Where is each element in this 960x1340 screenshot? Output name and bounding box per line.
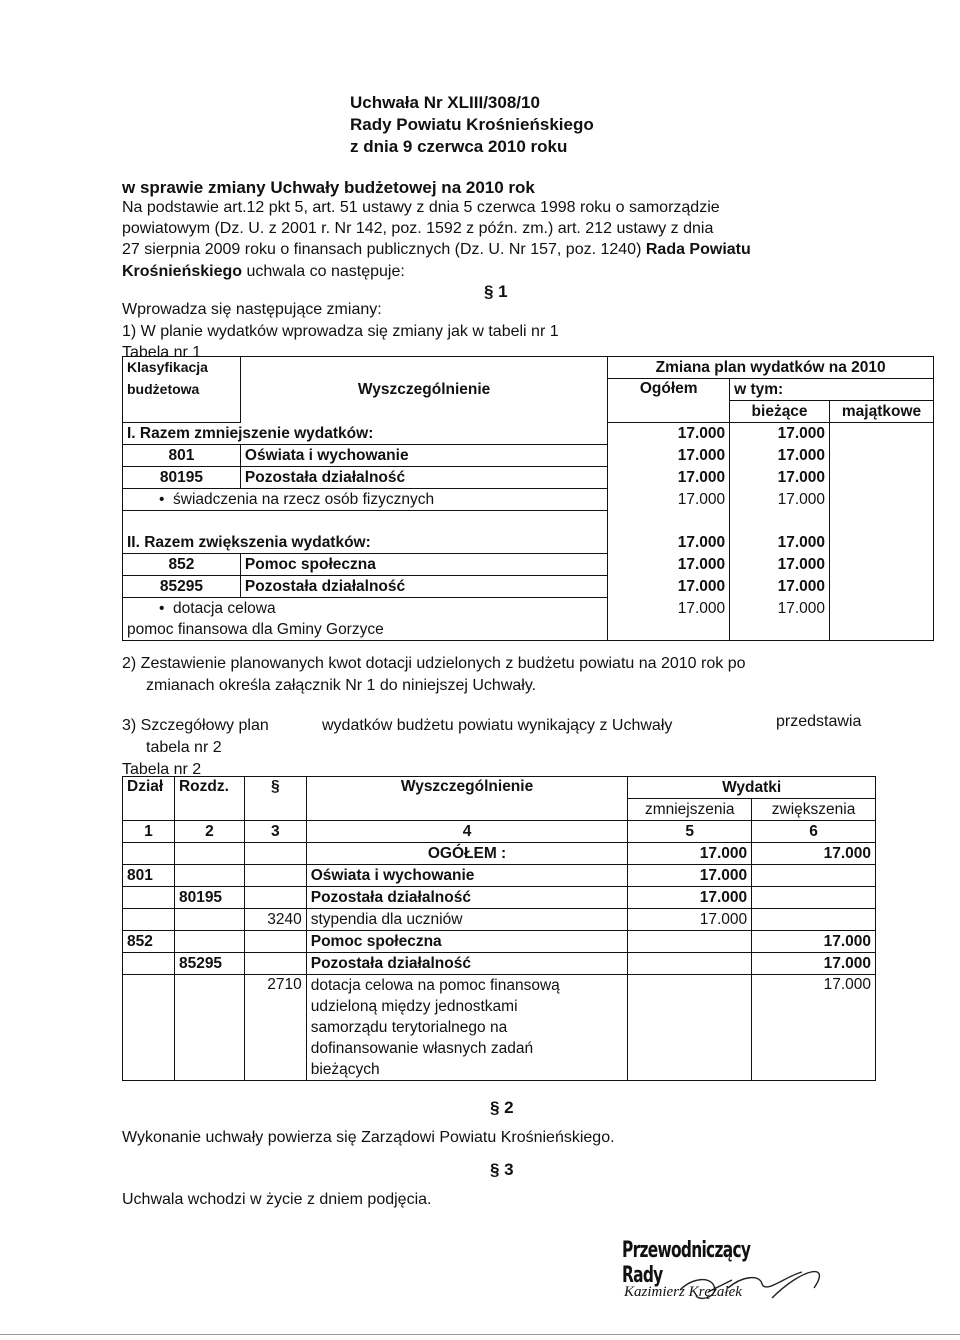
section-3-text: Uchwala wchodzi w życie z dniem podjęcia. bbox=[122, 1191, 432, 1208]
row-label: stypendia dla uczniów bbox=[306, 909, 628, 931]
header-majatkowe: majątkowe bbox=[830, 401, 934, 423]
row-biezace: 17.000 bbox=[730, 423, 830, 445]
header-wydatki: Wydatki bbox=[628, 777, 876, 799]
table-row bbox=[123, 619, 934, 641]
paragraf: 2710 bbox=[244, 975, 306, 1081]
header-zmniejszenia: zmniejszenia bbox=[628, 799, 752, 821]
table-row bbox=[123, 598, 934, 620]
resolution-number: Uchwała Nr XLIII/308/10 bbox=[350, 93, 540, 112]
row-label-text: dotacja celowa bbox=[173, 600, 276, 617]
row-label: pomoc finansowa dla Gminy Gorzyce bbox=[123, 619, 608, 641]
row-code: 80195 bbox=[123, 467, 241, 489]
table-row bbox=[123, 489, 934, 511]
row-label: Pomoc społeczna bbox=[306, 931, 628, 953]
legal-basis-text-2: uchwala co następuje: bbox=[246, 263, 405, 280]
row-label: Pozostała działalność bbox=[306, 887, 628, 909]
table-row bbox=[123, 865, 876, 887]
header-ogolem: Ogółem bbox=[608, 379, 730, 423]
cell bbox=[123, 975, 175, 1081]
row-label: Oświata i wychowanie bbox=[240, 445, 607, 467]
section-1-intro: Wprowadza się następujące zmiany: bbox=[122, 301, 382, 318]
row-biezace: 17.000 bbox=[730, 598, 830, 620]
legal-basis-bold-2: Krośnieńskiego bbox=[122, 263, 243, 280]
spacer bbox=[123, 511, 608, 533]
col-num-6: 6 bbox=[752, 821, 876, 843]
table-row bbox=[123, 532, 934, 554]
table-row bbox=[123, 554, 934, 576]
row-label-line: dotacja celowa na pomoc finansową bbox=[310, 977, 560, 994]
spacer bbox=[830, 511, 934, 533]
table-2-label: Tabela nr 2 bbox=[122, 761, 202, 778]
spacer bbox=[830, 619, 934, 641]
cell bbox=[123, 843, 175, 865]
spacer bbox=[608, 511, 730, 533]
row-majatkowe bbox=[830, 554, 934, 576]
row-biezace: 17.000 bbox=[730, 489, 830, 511]
legal-basis-line-3 bbox=[122, 240, 751, 260]
header-klasyfikacja: Klasyfikacja bbox=[123, 357, 241, 379]
row-zwiekszenia: 17.000 bbox=[752, 931, 876, 953]
row-label-line: samorządu terytorialnego na bbox=[310, 1019, 508, 1036]
signature-title: Przewodniczący Rady bbox=[622, 1238, 751, 1288]
cell bbox=[244, 865, 306, 887]
legal-basis-line-1: Na podstawie art.12 pkt 5, art. 51 ustawy z dnia 5 czerwca 1998 roku o samorządzie bbox=[122, 199, 720, 216]
rozdzial: 85295 bbox=[174, 953, 244, 975]
row-code: 85295 bbox=[123, 576, 241, 598]
col-num-1: 1 bbox=[123, 821, 175, 843]
signature-name: Kazimierz Krężałek bbox=[624, 1284, 742, 1300]
header-paragraf: § bbox=[244, 777, 306, 821]
legal-basis-bold: Rada Powiatu bbox=[645, 241, 751, 258]
council-name: Rady Powiatu Krośnieńskiego bbox=[350, 115, 594, 134]
col-num-4: 4 bbox=[306, 821, 628, 843]
table-row bbox=[123, 975, 876, 1081]
paragraf: 3240 bbox=[244, 909, 306, 931]
rozdzial: 80195 bbox=[174, 887, 244, 909]
table-row bbox=[123, 887, 876, 909]
row-ogolem: 17.000 bbox=[608, 532, 730, 554]
header-rozdz: Rozdz. bbox=[174, 777, 244, 821]
row-biezace: 17.000 bbox=[730, 467, 830, 489]
row-label: Pozostała działalność bbox=[240, 576, 607, 598]
table-row bbox=[123, 931, 876, 953]
header-zmiana: Zmiana plan wydatków na 2010 bbox=[608, 357, 934, 379]
subject: w sprawie zmiany Uchwały budżetowej na 2010 rok bbox=[122, 178, 535, 197]
dzial: 852 bbox=[123, 931, 175, 953]
row-label: • świadczenia na rzecz osób fizycznych bbox=[123, 489, 608, 511]
row-label bbox=[306, 975, 628, 1081]
table-2 bbox=[122, 776, 876, 1081]
section-3-title: § 3 bbox=[490, 1160, 514, 1179]
row-ogolem: 17.000 bbox=[608, 467, 730, 489]
table-row bbox=[123, 576, 934, 598]
ogolem-zwiekszenia: 17.000 bbox=[752, 843, 876, 865]
table-1 bbox=[122, 356, 934, 641]
item-2-line-1: 2) Zestawienie planowanych kwot dotacji udzielonych z budżetu powiatu na 2010 rok po bbox=[122, 655, 746, 672]
section-2-text: Wykonanie uchwały powierza się Zarządowi Powiatu Krośnieńskiego. bbox=[122, 1129, 615, 1146]
cell bbox=[244, 953, 306, 975]
row-label-line: bieżących bbox=[310, 1061, 380, 1078]
item-3-b: wydatków budżetu powiatu wynikający z Uchwały bbox=[322, 717, 673, 734]
col-num-5: 5 bbox=[628, 821, 752, 843]
table-row bbox=[123, 445, 934, 467]
header-budzetowa: budżetowa bbox=[123, 379, 241, 401]
row-label: Pozostała działalność bbox=[240, 467, 607, 489]
header-empty bbox=[123, 401, 241, 423]
table-row bbox=[123, 423, 934, 445]
item-3-d: tabela nr 2 bbox=[146, 739, 222, 756]
row-ogolem: 17.000 bbox=[608, 576, 730, 598]
item-3-c: przedstawia bbox=[776, 713, 862, 730]
dzial: 801 bbox=[123, 865, 175, 887]
item-2-line-2: zmianach określa załącznik Nr 1 do niniejszej Uchwały. bbox=[146, 677, 537, 694]
table-row bbox=[123, 843, 876, 865]
header-wyszczegolnienie: Wyszczególnienie bbox=[240, 357, 607, 423]
cell bbox=[123, 887, 175, 909]
header-biezace: bieżące bbox=[730, 401, 830, 423]
row-ogolem: 17.000 bbox=[608, 489, 730, 511]
item-3-a: 3) Szczegółowy plan bbox=[122, 717, 269, 734]
row-zwiekszenia: 17.000 bbox=[752, 975, 876, 1081]
spacer bbox=[608, 619, 730, 641]
row-label-line: dofinansowanie własnych zadań bbox=[310, 1040, 534, 1057]
cell bbox=[752, 865, 876, 887]
row-label: Pozostała działalność bbox=[306, 953, 628, 975]
cell bbox=[244, 887, 306, 909]
section-1-item-1: 1) W planie wydatków wprowadza się zmiany jak w tabeli nr 1 bbox=[122, 323, 559, 340]
header-dzial: Dział bbox=[123, 777, 175, 821]
section-1-title: § 1 bbox=[484, 282, 508, 301]
cell bbox=[628, 931, 752, 953]
header-wyszczegolnienie: Wyszczególnienie bbox=[306, 777, 628, 821]
row-ogolem: 17.000 bbox=[608, 554, 730, 576]
cell bbox=[752, 887, 876, 909]
row-zmniejszenia: 17.000 bbox=[628, 909, 752, 931]
row-majatkowe bbox=[830, 489, 934, 511]
row-biezace: 17.000 bbox=[730, 445, 830, 467]
row-majatkowe bbox=[830, 598, 934, 620]
table-1-label: Tabela nr 1 bbox=[122, 344, 202, 361]
resolution-date: z dnia 9 czerwca 2010 roku bbox=[350, 137, 568, 156]
row-label-line: udzieloną między jednostkami bbox=[310, 998, 518, 1015]
row-biezace: 17.000 bbox=[730, 532, 830, 554]
row-label: II. Razem zwiększenia wydatków: bbox=[123, 532, 608, 554]
header-zwiekszenia: zwiększenia bbox=[752, 799, 876, 821]
row-majatkowe bbox=[830, 467, 934, 489]
cell bbox=[628, 953, 752, 975]
section-2-title: § 2 bbox=[490, 1098, 514, 1117]
row-code: 852 bbox=[123, 554, 241, 576]
row-label: Oświata i wychowanie bbox=[306, 865, 628, 887]
row-label: I. Razem zmniejszenie wydatków: bbox=[123, 423, 608, 445]
row-majatkowe bbox=[830, 423, 934, 445]
legal-basis-text: 27 sierpnia 2009 roku o finansach publicznych (Dz. U. Nr 157, poz. 1240) bbox=[122, 241, 642, 258]
cell bbox=[174, 931, 244, 953]
row-ogolem: 17.000 bbox=[608, 445, 730, 467]
spacer bbox=[730, 619, 830, 641]
header-w-tym: w tym: bbox=[730, 379, 934, 401]
cell bbox=[123, 909, 175, 931]
spacer bbox=[730, 511, 830, 533]
cell bbox=[174, 843, 244, 865]
scan-edge-line bbox=[0, 1334, 960, 1335]
cell bbox=[174, 975, 244, 1081]
row-label-text: świadczenia na rzecz osób fizycznych bbox=[173, 491, 435, 508]
cell bbox=[174, 865, 244, 887]
row-biezace: 17.000 bbox=[730, 554, 830, 576]
row-label: Pomoc społeczna bbox=[240, 554, 607, 576]
cell bbox=[174, 909, 244, 931]
row-biezace: 17.000 bbox=[730, 576, 830, 598]
row-zwiekszenia: 17.000 bbox=[752, 953, 876, 975]
cell bbox=[628, 975, 752, 1081]
col-num-2: 2 bbox=[174, 821, 244, 843]
legal-basis-line-2: powiatowym (Dz. U. z 2001 r. Nr 142, poz. 1592 z późn. zm.) art. 212 ustawy z dnia bbox=[122, 220, 714, 237]
row-label: • dotacja celowa bbox=[123, 598, 608, 620]
cell bbox=[244, 931, 306, 953]
row-ogolem: 17.000 bbox=[608, 598, 730, 620]
row-zmniejszenia: 17.000 bbox=[628, 887, 752, 909]
ogolem-zmniejszenia: 17.000 bbox=[628, 843, 752, 865]
legal-basis-line-4 bbox=[122, 262, 405, 282]
signature-block bbox=[622, 1238, 862, 1318]
row-zmniejszenia: 17.000 bbox=[628, 865, 752, 887]
table-row bbox=[123, 953, 876, 975]
ogolem-label: OGÓŁEM : bbox=[306, 843, 628, 865]
table-row bbox=[123, 909, 876, 931]
row-majatkowe bbox=[830, 532, 934, 554]
row-ogolem: 17.000 bbox=[608, 423, 730, 445]
row-majatkowe bbox=[830, 445, 934, 467]
table-row bbox=[123, 467, 934, 489]
cell bbox=[244, 843, 306, 865]
row-majatkowe bbox=[830, 576, 934, 598]
cell bbox=[752, 909, 876, 931]
row-code: 801 bbox=[123, 445, 241, 467]
cell bbox=[123, 953, 175, 975]
col-num-3: 3 bbox=[244, 821, 306, 843]
